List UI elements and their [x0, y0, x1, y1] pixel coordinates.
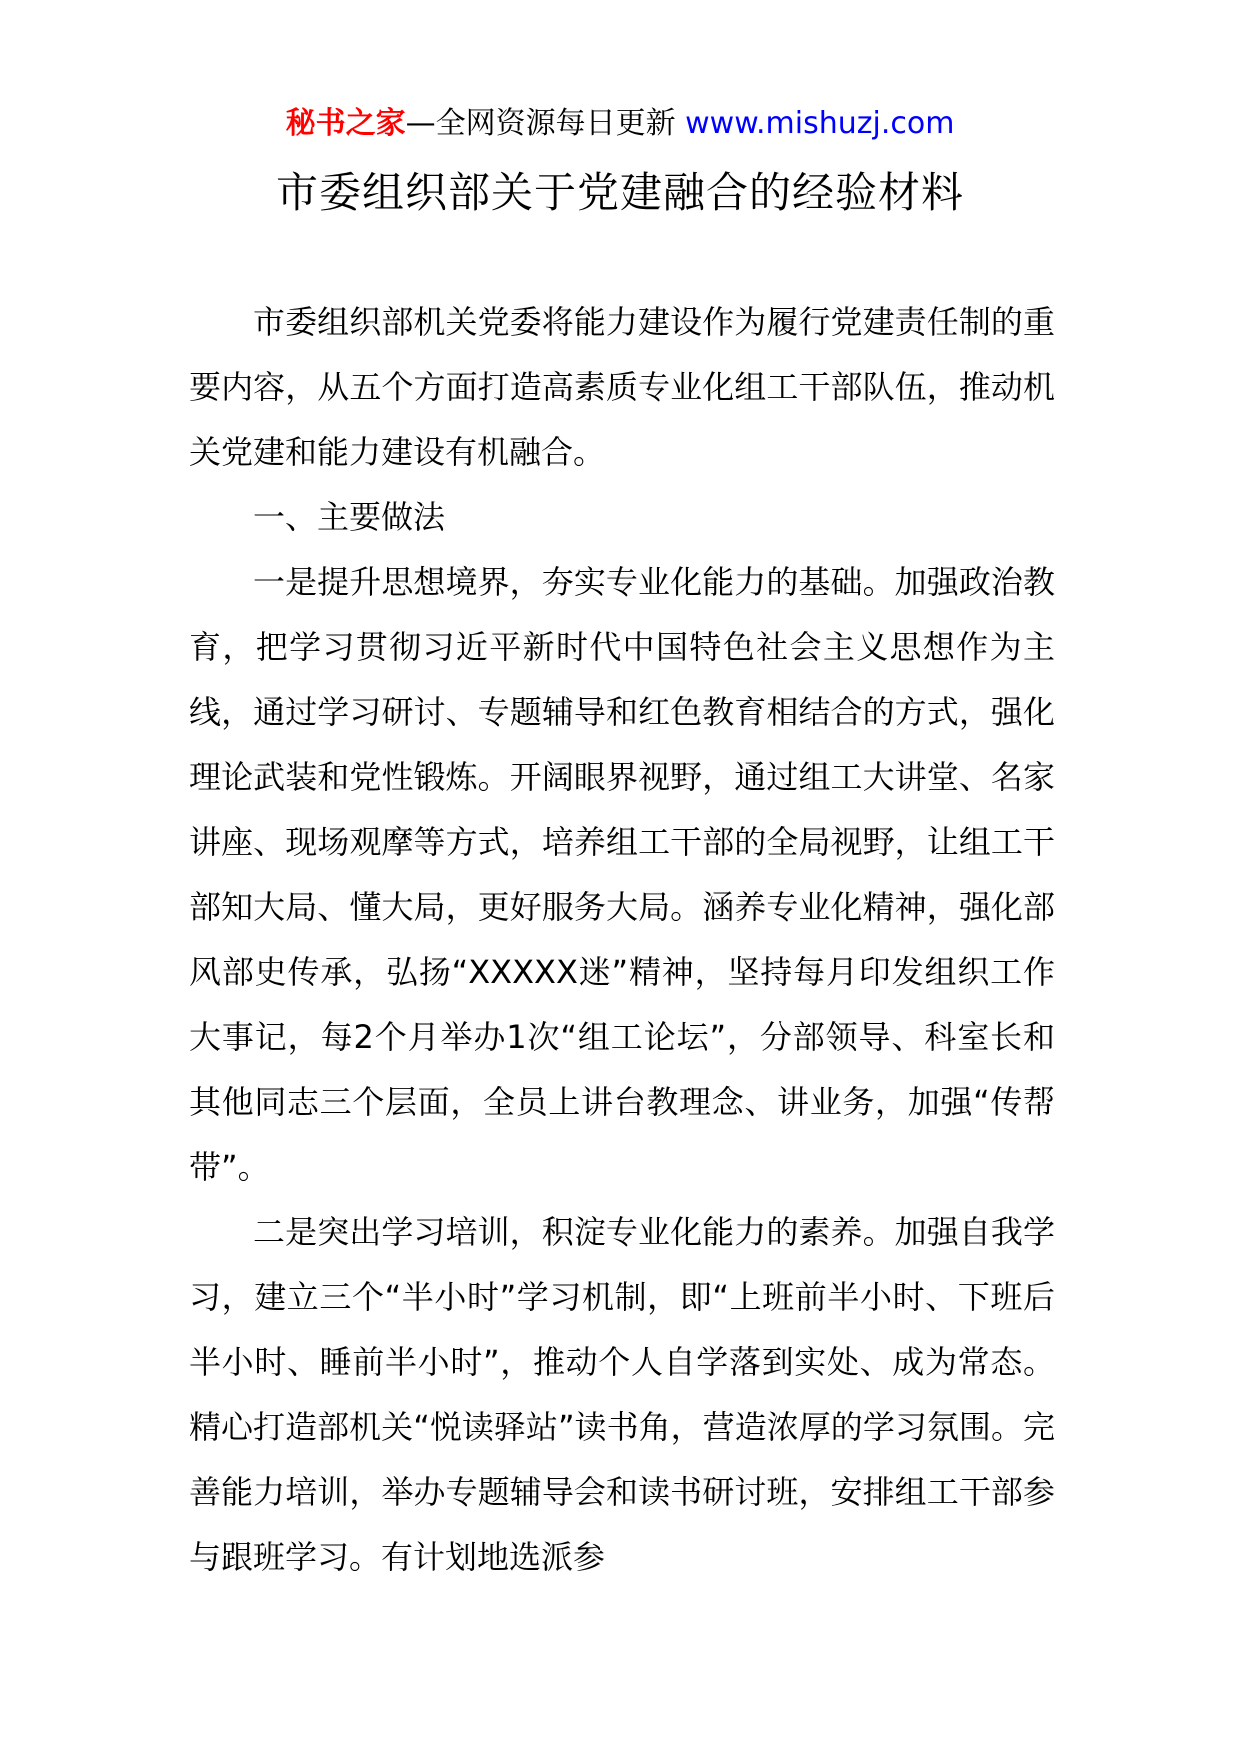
site-banner	[0, 104, 1240, 144]
body-paragraph: 一是提升思想境界，夯实专业化能力的基础。加强政治教育，把学习贯彻习近平新时代中国特色社会主义思想作为主线，通过学习研讨、专题辅导和红色教育相结合的方式，强化理论武装和党性锻炼。开阔眼界视野，通过组工大讲堂、名家讲座、现场观摩等方式，培养组工干部的全局视野，让组工干部知大局、懂大局，更好服务大局。涵养专业化精神，强化部风部史传承，弘扬“XXXXX迷”精神，坚持每月印发组织工作大事记，每2个月举办1次“组工论坛”，分部领导、科室长和其他同志三个层面，全员上讲台教理念、讲业务，加强“传帮带”。	[189, 563, 1055, 1186]
site-slogan: —全网资源每日更新	[405, 106, 676, 141]
site-name: 秘书之家	[285, 106, 406, 141]
intro-paragraph: 市委组织部机关党委将能力建设作为履行党建责任制的重要内容，从五个方面打造高素质专业化组工干部队伍，推动机关党建和能力建设有机融合。	[189, 303, 1055, 471]
document-title: 市委组织部关于党建融合的经验材料	[275, 168, 964, 217]
section-heading: 一、主要做法	[253, 498, 446, 536]
document-body	[189, 290, 1055, 1590]
body-paragraph: 二是突出学习培训，积淀专业化能力的素养。加强自我学习，建立三个“半小时”学习机制，即“上班前半小时、下班后半小时、睡前半小时”，推动个人自学落到实处、成为常态。精心打造部机关“悦读驿站”读书角，营造浓厚的学习氛围。完善能力培训，举办专题辅导会和读书研讨班，安排组工干部参与跟班学习。有计划地选派参	[189, 1213, 1055, 1576]
site-url-link[interactable]: www.mishuzj.com	[685, 106, 955, 141]
